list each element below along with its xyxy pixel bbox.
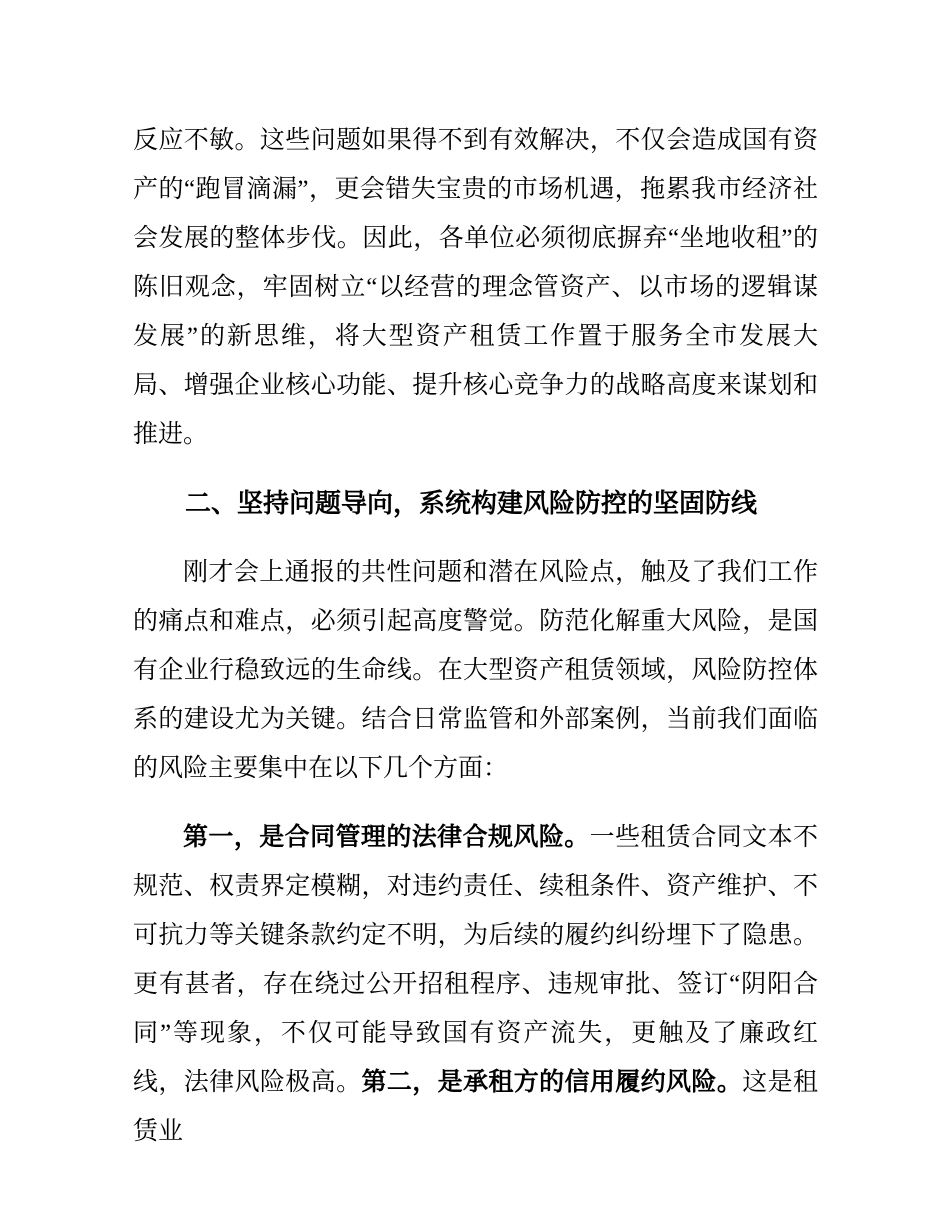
paragraph-risks bbox=[133, 813, 818, 1156]
risk1-title-bold: 第一，是合同管理的法律合规风险。 bbox=[183, 823, 590, 851]
risk1-body: 一些租赁合同文本不规范、权责界定模糊，对违约责任、续租条件、资产维护、不可抗力等关键条款约定不明，为后续的履约纠纷埋下了隐患。更有甚者，存在绕过公开招租程序、违规审批、签订“阴阳合同”等现象，不仅可能导致国有资产流失，更触及了廉政红线，法律风险极高。 bbox=[133, 824, 818, 1096]
section-heading: 二、坚持问题导向，系统构建风险防控的坚固防线 bbox=[185, 488, 758, 518]
paragraph-continuation: 反应不敏。这些问题如果得不到有效解决，不仅会造成国有资产的“跑冒滴漏”，更会错失宝贵的市场机遇，拖累我市经济社会发展的整体步伐。因此，各单位必须彻底摒弃“坐地收租”的陈旧观念，牢固树立“以经营的理念管资产、以市场的逻辑谋发展”的新思维，将大型资产租赁工作置于服务全市发展大局、增强企业核心功能、提升核心竞争力的战略高度来谋划和推进。 bbox=[133, 127, 818, 448]
paragraph-intro: 刚才会上通报的共性问题和潜在风险点，触及了我们工作的痛点和难点，必须引起高度警觉。防范化解重大风险，是国有企业行稳致远的生命线。在大型资产租赁领域，风险防控体系的建设尤为关键。结合日常监管和外部案例，当前我们面临的风险主要集中在以下几个方面： bbox=[133, 559, 818, 782]
risk2-body: 这是租赁业 bbox=[133, 1069, 818, 1145]
risk2-title-bold: 第二，是承租方的信用履约风险。 bbox=[361, 1068, 743, 1096]
